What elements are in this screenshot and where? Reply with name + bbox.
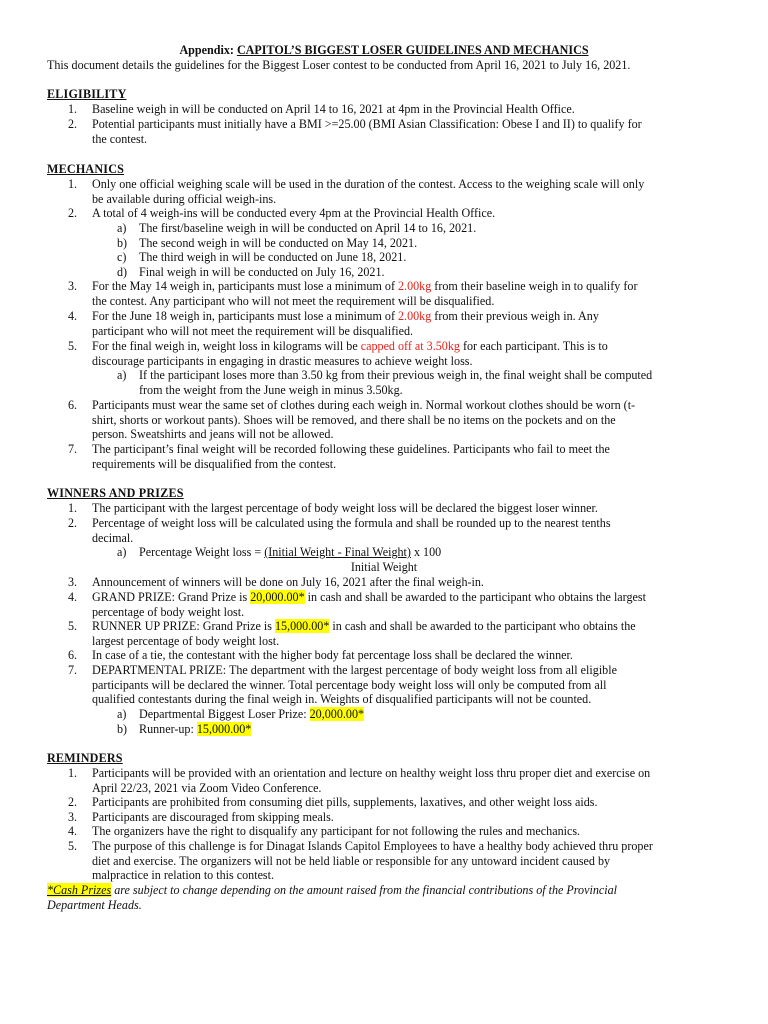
item-number: 5. (68, 619, 78, 633)
winners-item (68, 648, 722, 663)
item-number: 4. (68, 309, 78, 323)
item-text: Baseline weigh in will be conducted on April 14 to 16, 2021 at 4pm in the Provincial Health Office. (92, 102, 575, 116)
eligibility-heading: ELIGIBILITY (47, 87, 127, 101)
item-number: 2. (68, 117, 78, 131)
sub-text: Runner-up: (139, 722, 197, 736)
mechanics-item (68, 398, 722, 442)
item-line: malpractice in relation to this contest. (92, 868, 275, 883)
formula (117, 545, 729, 560)
sub-label: a) (117, 707, 127, 721)
sub-text: Final weigh in will be conducted on July 16, 2021. (139, 265, 385, 279)
intro-paragraph: This document details the guidelines for the Biggest Loser contest to be conducted from April 16, 2021 to July 16, 2021. (47, 58, 631, 72)
item-line: requirements will be disqualified from the contest. (92, 456, 337, 471)
sub-label: b) (117, 722, 128, 736)
item-line: the contest. Any participant who will not meet the requirement will be disqualified. (92, 293, 495, 308)
text-run: in cash and shall be awarded to the participant who obtains the (329, 619, 636, 633)
text-run: GRAND PRIZE: Grand Prize is (92, 590, 251, 604)
mechanics-item (68, 279, 722, 308)
footnote-line (47, 883, 707, 898)
item-number: 3. (68, 575, 78, 589)
item-text: Participants are discouraged from skipping meals. (92, 810, 334, 824)
item-number: 2. (68, 795, 78, 809)
sub-text: The first/baseline weigh in will be conducted on April 14 to 16, 2021. (139, 221, 477, 235)
sub-label: a) (117, 221, 127, 235)
sub-label: d) (117, 265, 128, 279)
formula-prefix: Percentage Weight loss = (139, 545, 265, 559)
title-main: CAPITOL’S BIGGEST LOSER GUIDELINES AND MECHANICS (236, 43, 589, 57)
item-line: largest percentage of body weight lost. (92, 633, 280, 648)
mechanics-item (68, 177, 722, 206)
sub-item (117, 250, 729, 265)
mechanics-item (68, 309, 722, 338)
item-line: April 22/23, 2021 via Zoom Video Conference. (92, 780, 322, 795)
winners-heading: WINNERS AND PRIZES (47, 486, 184, 500)
item-line: qualified contestants during the final weigh in. Weights of disqualified participants will not be counted. (92, 692, 592, 707)
item-number: 2. (68, 206, 78, 220)
item-text: A total of 4 weigh-ins will be conducted every 4pm at the Provincial Health Office. (92, 206, 496, 220)
reminders-item (68, 810, 722, 825)
item-line: The purpose of this challenge is for Dinagat Islands Capitol Employees to have a healthy body achieved thru proper (92, 839, 653, 853)
red-value: 2.00kg (398, 279, 432, 293)
item-line (92, 590, 722, 605)
item-number: 6. (68, 648, 78, 662)
mechanics-item (68, 339, 722, 368)
item-line: The participant’s final weight will be recorded following these guidelines. Participants who fail to meet the (92, 442, 610, 456)
item-line: DEPARTMENTAL PRIZE: The department with the largest percentage of body weight loss from all eligible (92, 663, 617, 677)
item-number: 1. (68, 102, 78, 116)
prize-amount: 15,000.00* (196, 722, 252, 736)
mechanics-heading: MECHANICS (47, 162, 125, 176)
item-number: 7. (68, 442, 78, 456)
winners-item (68, 619, 722, 648)
item-text: The organizers have the right to disqualify any participant for not following the rules and mechanics. (92, 824, 581, 838)
item-number: 1. (68, 501, 78, 515)
item-line (92, 279, 722, 294)
red-value: 2.00kg (398, 309, 432, 323)
sub-label: a) (117, 545, 127, 559)
item-line: Participants must wear the same set of clothes during each weigh in. Normal workout clothes should be worn (t- (92, 398, 636, 412)
item-line: Potential participants must initially have a BMI >=25.00 (BMI Asian Classification: Obese I and II) to qualify for (92, 117, 642, 131)
reminders-item (68, 839, 722, 883)
sub-item (117, 707, 729, 722)
text-run: from their previous weigh in. Any (431, 309, 599, 323)
item-line (92, 339, 722, 354)
sub-item (117, 221, 729, 236)
text-run: For the June 18 weigh in, participants must lose a minimum of (92, 309, 398, 323)
footnote-highlight: *Cash Prizes (47, 883, 112, 897)
footnote-line: Department Heads. (47, 897, 142, 912)
item-line: the contest. (92, 131, 148, 146)
winners-item (68, 501, 722, 516)
document-title (0, 43, 768, 58)
item-number: 4. (68, 824, 78, 838)
winners-item (68, 590, 722, 619)
text-run: For the final weigh in, weight loss in kilograms will be (92, 339, 361, 353)
reminders-item (68, 824, 722, 839)
item-line: be available during official weigh-ins. (92, 191, 277, 206)
reminders-item (68, 795, 722, 810)
item-number: 5. (68, 839, 78, 853)
sub-item (117, 265, 729, 280)
item-line: participant who will not meet the requirement will be disqualified. (92, 323, 414, 338)
item-line: discourage participants in engaging in drastic measures to achieve weight loss. (92, 353, 473, 368)
item-number: 5. (68, 339, 78, 353)
item-number: 1. (68, 766, 78, 780)
sub-text: The third weigh in will be conducted on June 18, 2021. (139, 250, 407, 264)
title-prefix: Appendix: (179, 43, 234, 57)
prize-amount: 15,000.00* (274, 619, 330, 633)
text-run: in cash and shall be awarded to the participant who obtains the largest (304, 590, 646, 604)
item-number: 1. (68, 177, 78, 191)
sub-item (117, 368, 729, 397)
formula-numerator: (Initial Weight - Final Weight) (264, 545, 411, 559)
item-line (92, 309, 722, 324)
sub-text: The second weigh in will be conducted on May 14, 2021. (139, 236, 418, 250)
winners-item (68, 663, 722, 707)
mechanics-item (68, 442, 722, 471)
sub-line: from the weight from the June weigh in minus 3.50kg. (139, 382, 403, 397)
footnote (47, 883, 707, 912)
item-line: person. Sweatshirts and jeans will not be allowed. (92, 427, 334, 442)
text-run: For the May 14 weigh in, participants must lose a minimum of (92, 279, 398, 293)
text-run: RUNNER UP PRIZE: Grand Prize is (92, 619, 275, 633)
item-line: shirt, shorts or workout pants). Shoes will be removed, and there shall be no items on the pockets and on the (92, 412, 616, 427)
item-text: The participant with the largest percentage of body weight loss will be declared the biggest loser winner. (92, 501, 598, 515)
item-line: percentage of body weight lost. (92, 604, 245, 619)
winners-item (68, 575, 722, 590)
item-line: Percentage of weight loss will be calculated using the formula and shall be rounded up to the nearest tenths (92, 516, 611, 530)
mechanics-item (68, 206, 722, 221)
item-number: 4. (68, 590, 78, 604)
item-line: Only one official weighing scale will be used in the duration of the contest. Access to the weighing scale will only (92, 177, 645, 191)
text-run: from their baseline weigh in to qualify for (431, 279, 638, 293)
formula-denominator: Initial Weight (350, 560, 418, 574)
sub-text: Departmental Biggest Loser Prize: (139, 707, 310, 721)
item-line (92, 619, 722, 634)
item-text: Announcement of winners will be done on July 16, 2021 after the final weigh-in. (92, 575, 484, 589)
item-text: In case of a tie, the contestant with the higher body fat percentage loss shall be declared the winner. (92, 648, 573, 662)
item-number: 6. (68, 398, 78, 412)
sub-label: c) (117, 250, 127, 264)
item-line: participants will be declared the winner. Total percentage body weight loss will only be computed from all (92, 677, 607, 692)
text-run: for each participant. This is to (459, 339, 608, 353)
reminders-item (68, 766, 722, 795)
item-number: 3. (68, 279, 78, 293)
sub-label: a) (117, 368, 127, 382)
red-value: capped off at 3.50kg (360, 339, 460, 353)
eligibility-item (68, 102, 722, 117)
winners-item (68, 516, 722, 545)
item-number: 7. (68, 663, 78, 677)
eligibility-item (68, 117, 722, 146)
reminders-heading: REMINDERS (47, 751, 123, 765)
sub-item (117, 236, 729, 251)
item-line: diet and exercise. The organizers will not be held liable or responsible for any untoward incident caused by (92, 853, 611, 868)
item-line: decimal. (92, 530, 134, 545)
item-line: Participants will be provided with an orientation and lecture on healthy weight loss thru proper diet and exercise on (92, 766, 651, 780)
sub-label: b) (117, 236, 128, 250)
prize-amount: 20,000.00* (250, 590, 305, 604)
item-text: Participants are prohibited from consuming diet pills, supplements, laxatives, and other weight loss aids. (92, 795, 598, 809)
prize-amount: 20,000.00* (309, 707, 365, 721)
item-number: 3. (68, 810, 78, 824)
text-run: are subject to change depending on the amount raised from the financial contributions of the Provincial (111, 883, 618, 897)
sub-item (117, 722, 729, 737)
item-number: 2. (68, 516, 78, 530)
formula-suffix: x 100 (410, 545, 442, 559)
sub-line: If the participant loses more than 3.50 kg from their previous weigh in, the final weight shall be computed (139, 368, 653, 382)
